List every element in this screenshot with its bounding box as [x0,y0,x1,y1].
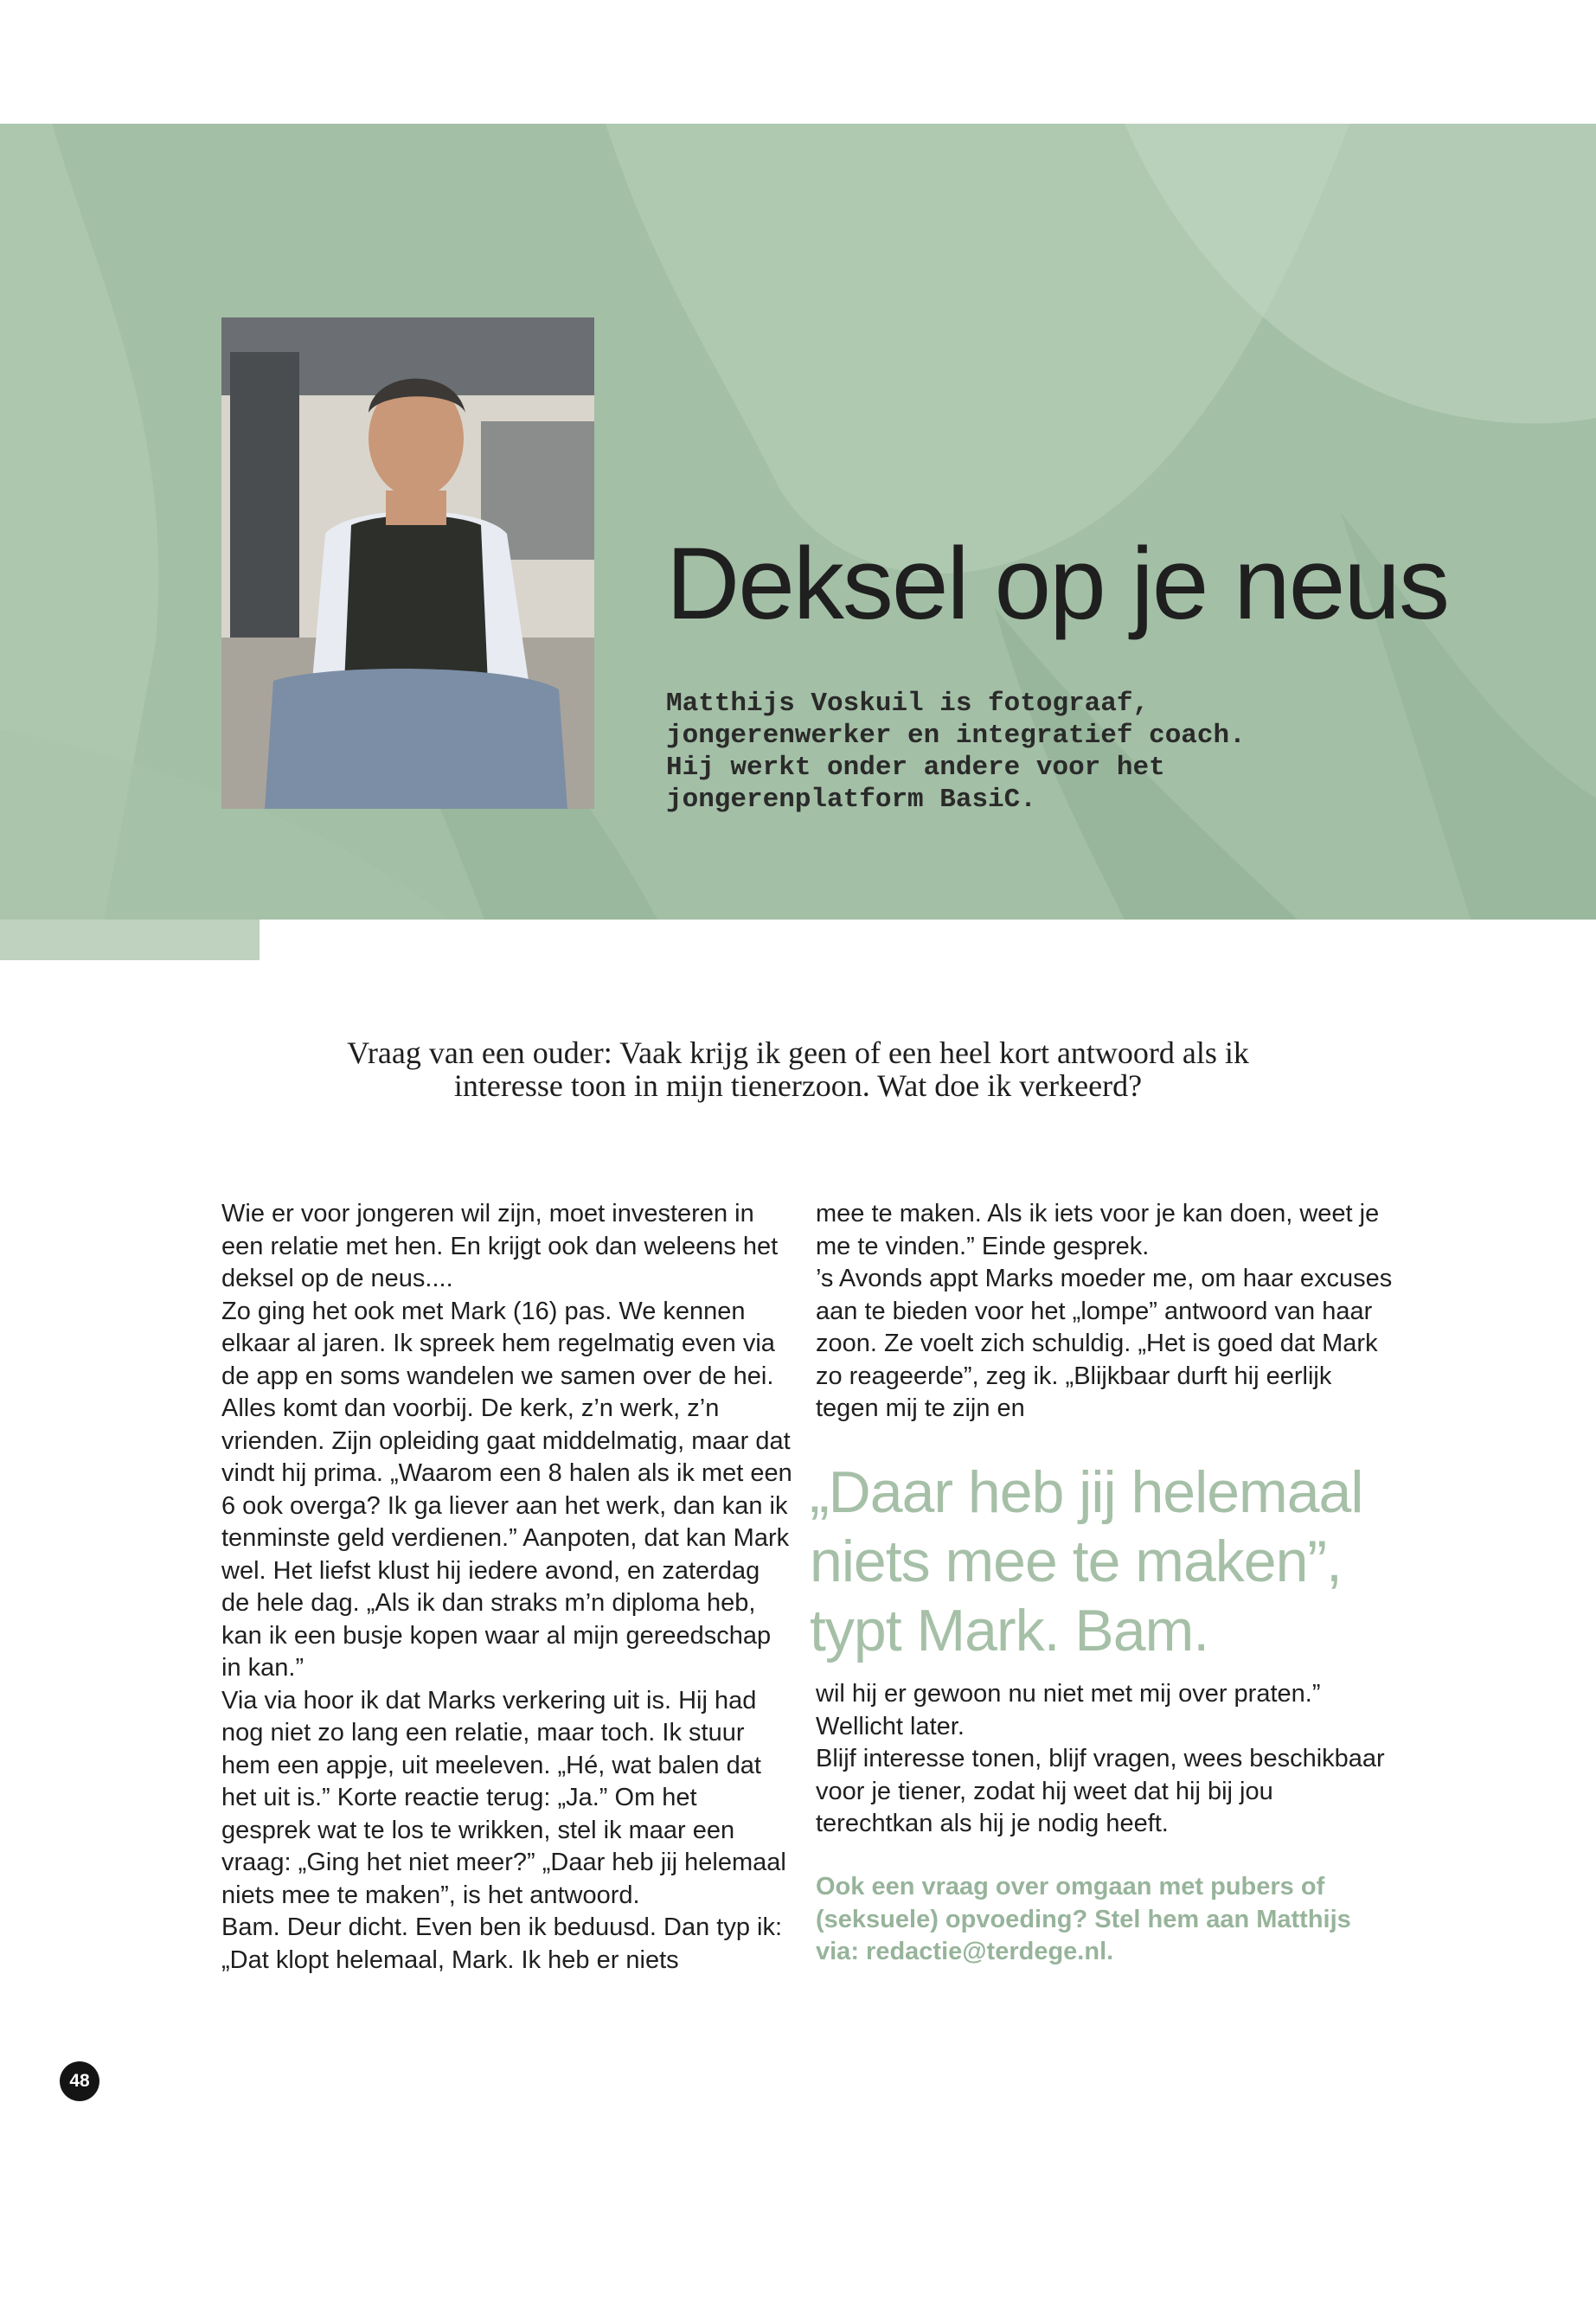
article-title: Deksel op je neus [666,527,1449,641]
paragraph: Via via hoor ik dat Marks verkering uit is. Hij had nog niet zo lang een relatie, maar toch. Ik stuur hem een appje, uit meeleven. „Hé, wat balen dat het uit is.” Korte reactie terug: „Ja.” Om het gesprek wat te los te wrikken, stel ik maar een vraag: „Ging het niet meer?” „Daar heb jij helemaal niets mee te maken”, is het antwoord. [221,1686,786,1909]
paragraph: wil hij er gewoon nu niet met mij over praten.” Wellicht later. [816,1680,1321,1740]
column-left [221,1198,792,1977]
call-to-action: Ook een vraag over omgaan met pubers of (seksuele) opvoeding? Stel hem aan Matthijs via: redactie@terdege.nl. [816,1873,1351,1965]
pull-quote: „Daar heb jij helemaal niets mee te maken”, typt Mark. Bam. [810,1459,1363,1663]
author-photo [221,317,594,809]
column-right-bottom [816,1678,1395,1841]
question-line-1: Vraag van een ouder: Vaak krijg ik geen of een heel kort antwoord als ik [347,1035,1249,1070]
reader-question [216,1036,1380,1102]
paragraph: mee te maken. Als ik iets voor je kan doen, weet je me te vinden.” Einde gesprek. [816,1200,1380,1260]
paragraph: Blijf interesse tonen, blijf vragen, wees beschikbaar voor je tiener, zodat hij weet dat hij bij jou terechtkan als hij je nodig heeft. [816,1745,1385,1837]
header-tab-accent [0,920,260,960]
column-right-top [816,1198,1395,1426]
paragraph: Zo ging het ook met Mark (16) pas. We kennen elkaar al jaren. Ik spreek hem regelmatig even via de app en soms wandelen we samen over de hei. Alles komt dan voorbij. De kerk, z’n werk, z’n vrienden. Zijn opleiding gaat middelmatig, maar dat vindt hij prima. „Waarom een 8 halen als ik met een 6 ook overga? Ik ga liever aan het werk, dan kan ik tenminste geld verdienen.” Aanpoten, dat kan Mark wel. Het liefst klust hij iedere avond, en zaterdag de hele dag. „Als ik dan straks m’n diploma heb, kan ik een busje kopen waar al mijn gereedschap in kan.” [221,1297,792,1682]
question-line-2: interesse toon in mijn tienerzoon. Wat doe ik verkeerd? [453,1068,1143,1103]
paragraph: ’s Avonds appt Marks moeder me, om haar excuses aan te bieden voor het „lompe” antwoord van haar zoon. Ze voelt zich schuldig. „Het is goed dat Mark zo reageerde”, zeg ik. „Blijkbaar durft hij eerlijk tegen mij te zijn en [816,1265,1393,1422]
page-number: 48 [60,2061,99,2101]
paragraph: Bam. Deur dicht. Even ben ik beduusd. Dan typ ik: „Dat klopt helemaal, Mark. Ik heb er niets [221,1913,783,1974]
paragraph: Wie er voor jongeren wil zijn, moet investeren in een relatie met hen. En krijgt ook dan weleens het deksel op de neus.... [221,1200,779,1292]
author-intro: Matthijs Voskuil is fotograaf, jongerenwerker en integratief coach. Hij werkt onder andere voor het jongerenplatform BasiC. [666,689,1246,815]
